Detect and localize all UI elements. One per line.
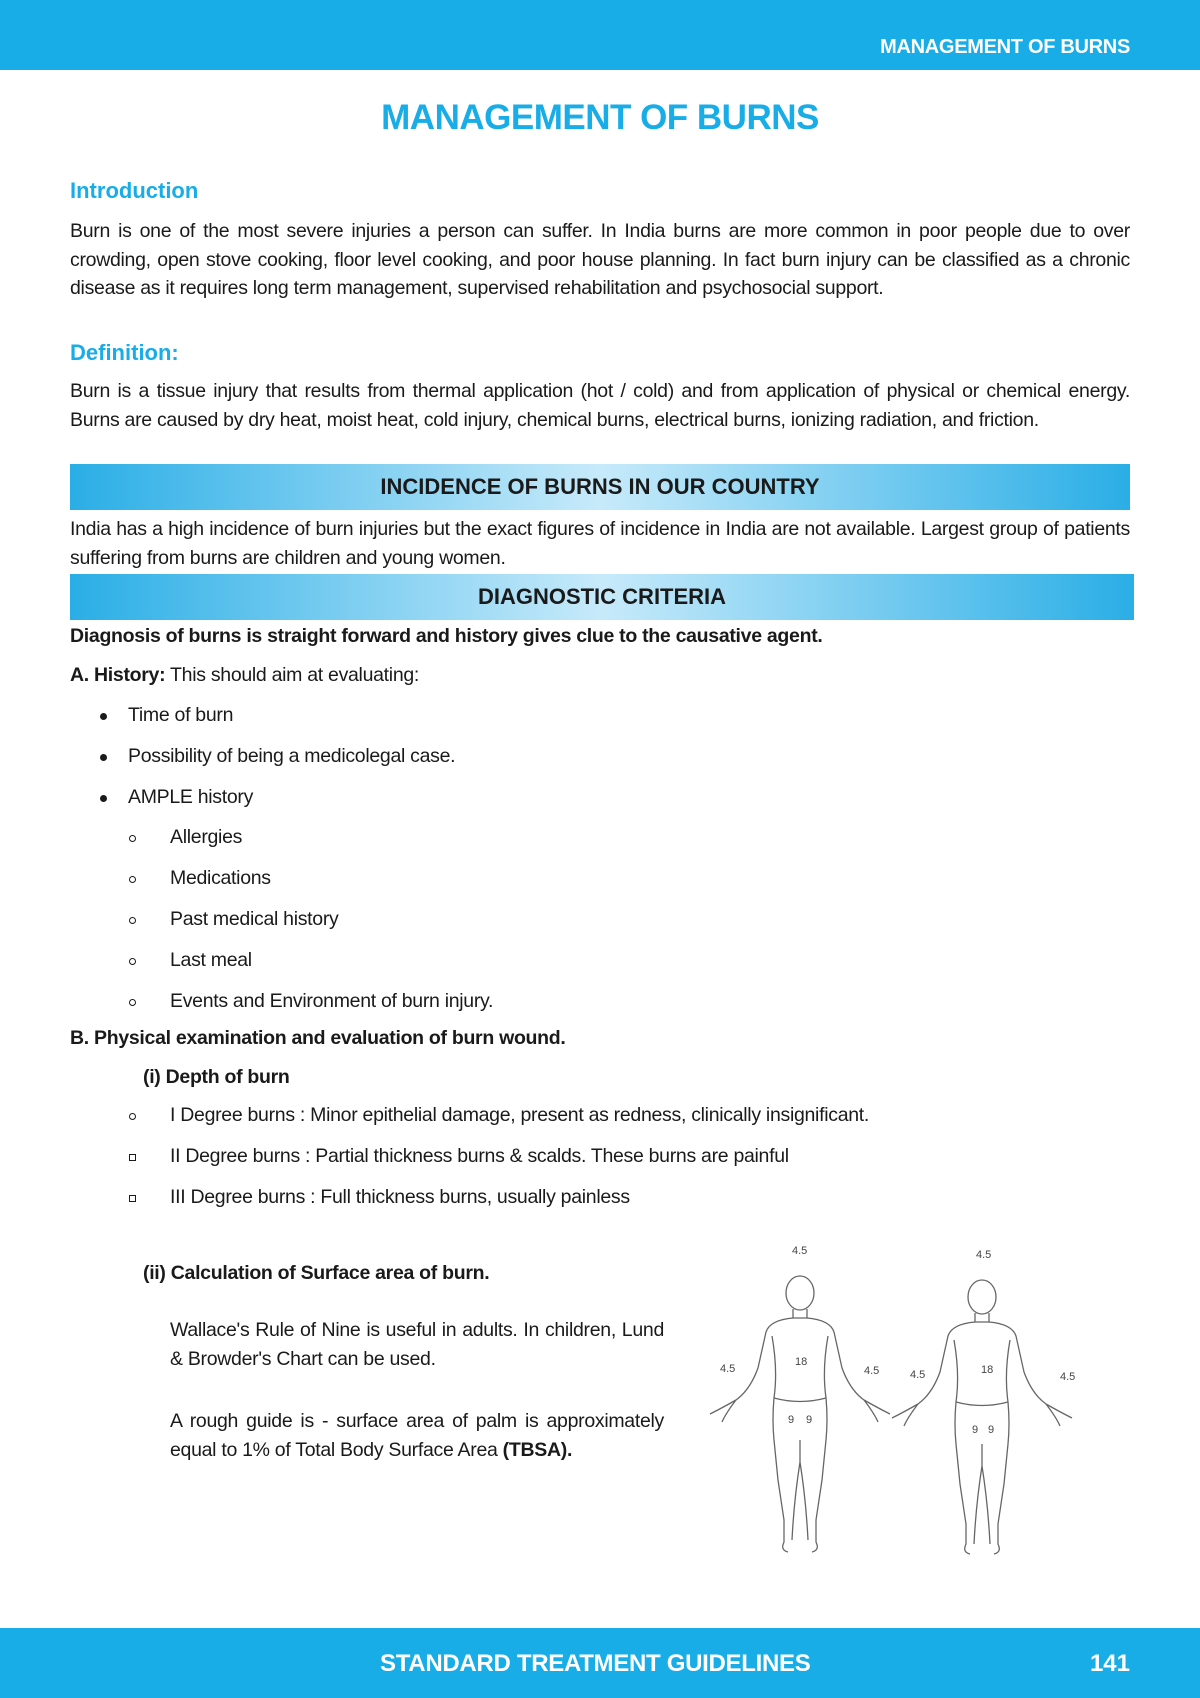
back-right-arm-label: 4.5	[1060, 1371, 1076, 1383]
bullet-ring	[129, 999, 136, 1006]
back-right-leg-label: 9	[988, 1424, 995, 1436]
surface-para-2-text: A rough guide is - surface area of palm is approximately equal to 1% of Total Body Surface Area	[170, 1410, 664, 1461]
list-item: Medications	[170, 867, 271, 889]
page-number: 141	[1089, 1650, 1130, 1677]
diagnostic-intro: Diagnosis of burns is straight forward and history gives clue to the causative agent.	[70, 625, 823, 647]
surface-para-1: Wallace's Rule of Nine is useful in adults. In children, Lund & Browder's Chart can be used.	[170, 1319, 664, 1370]
back-head-label: 4.5	[976, 1249, 992, 1261]
back-left-leg-label: 9	[972, 1424, 979, 1436]
bullet-ring	[129, 876, 136, 883]
history-label: A. History:	[70, 664, 166, 686]
front-right-leg-label: 9	[806, 1414, 813, 1426]
bullet-ring	[129, 958, 136, 965]
bullet-dot	[100, 795, 107, 802]
bullet-dot	[100, 754, 107, 761]
list-item: I Degree burns : Minor epithelial damage, present as redness, clinically insignificant.	[170, 1104, 870, 1126]
list-item: III Degree burns : Full thickness burns, usually painless	[170, 1186, 630, 1208]
back-trunk-label: 18	[981, 1364, 994, 1376]
bullet-ring	[129, 1113, 136, 1120]
rule-of-nines-figure	[700, 1240, 1100, 1555]
list-item: Last meal	[170, 949, 252, 971]
front-left-leg-label: 9	[788, 1414, 795, 1426]
introduction-heading: Introduction	[70, 178, 199, 203]
front-trunk-label: 18	[795, 1356, 808, 1368]
list-item: Allergies	[170, 826, 243, 848]
list-item: Past medical history	[170, 908, 339, 930]
surface-para-2-bold: (TBSA).	[502, 1438, 573, 1461]
definition-heading: Definition:	[70, 340, 179, 365]
surface-para-2	[170, 1407, 664, 1464]
list-item: Events and Environment of burn injury.	[170, 990, 494, 1012]
page-title: MANAGEMENT OF BURNS	[381, 98, 819, 137]
running-title: MANAGEMENT OF BURNS	[880, 36, 1130, 58]
history-text: This should aim at evaluating:	[165, 664, 420, 686]
bullet-dot	[100, 713, 107, 720]
definition-text: Burn is a tissue injury that results from thermal application (hot / cold) and from application of physical or chemical energy. Burns are caused by dry heat, moist heat, cold injury, chemical burns, electrical burns, ionizing radiation, and friction.	[70, 380, 1130, 431]
history-line	[70, 664, 419, 687]
bullet-square	[129, 1154, 136, 1161]
bullet-square	[129, 1195, 136, 1202]
exam-heading: B. Physical examination and evaluation of burn wound.	[70, 1027, 566, 1049]
list-item: Possibility of being a medicolegal case.	[128, 745, 456, 767]
front-head-label: 4.5	[792, 1245, 808, 1257]
front-body-figure	[710, 1276, 890, 1552]
footer-bar	[0, 1628, 1200, 1698]
diagnostic-band: DIAGNOSTIC CRITERIA	[70, 574, 1134, 620]
introduction-text: Burn is one of the most severe injuries a person can suffer. In India burns are more common in poor people due to over crowding, open stove cooking, floor level cooking, and poor house planning. In fact burn injury can be classified as a chronic disease as it requires long term management, supervised rehabilitation and psychosocial support.	[70, 220, 1130, 299]
bullet-ring	[129, 917, 136, 924]
front-left-arm-label: 4.5	[720, 1363, 736, 1375]
list-item: AMPLE history	[128, 786, 254, 808]
depth-heading: (i) Depth of burn	[143, 1066, 290, 1088]
footer-title: STANDARD TREATMENT GUIDELINES	[380, 1650, 811, 1677]
back-left-arm-label: 4.5	[910, 1369, 926, 1381]
surface-heading: (ii) Calculation of Surface area of burn.	[143, 1262, 490, 1284]
header-bar	[0, 0, 1200, 70]
incidence-band: INCIDENCE OF BURNS IN OUR COUNTRY	[70, 464, 1130, 510]
incidence-text: India has a high incidence of burn injuries but the exact figures of incidence in India are not available. Largest group of patients suffering from burns are children and young women.	[70, 518, 1130, 569]
front-right-arm-label: 4.5	[864, 1365, 880, 1377]
list-item: II Degree burns : Partial thickness burns & scalds. These burns are painful	[170, 1145, 789, 1167]
list-item: Time of burn	[128, 704, 234, 726]
bullet-ring	[129, 835, 136, 842]
back-body-figure	[892, 1280, 1072, 1554]
